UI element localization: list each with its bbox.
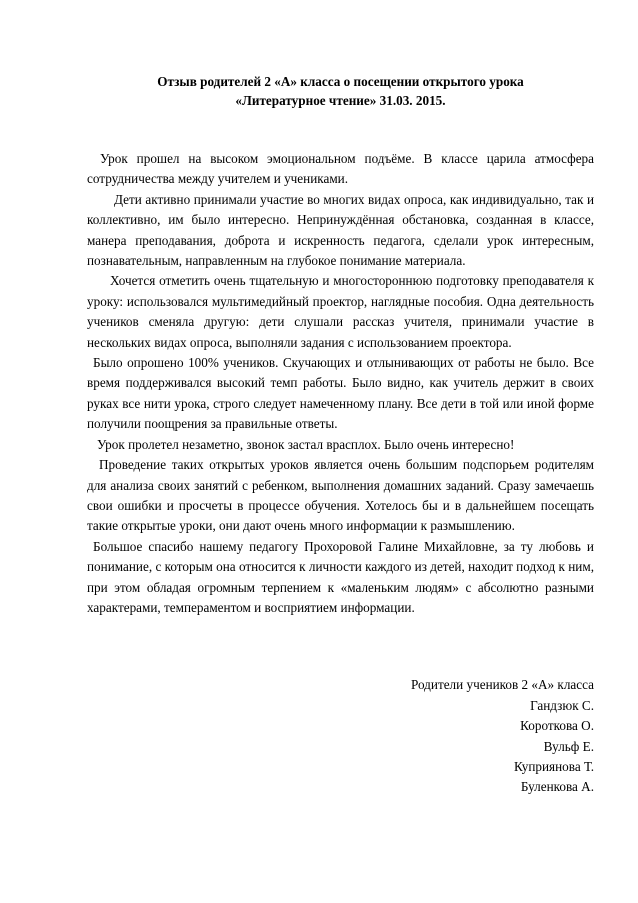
paragraph-7: Большое спасибо нашему педагогу Прохоровой Галине Михайловне, за ту любовь и понимание, с которым она относится к личности каждого из детей, находит подход к ним, при этом обладая огромным терпением к «маленьким людям» с абсолютно разными характерами, темпераментом и восприятием информации. [87,538,594,615]
title-line-1: Отзыв родителей 2 «А» класса о посещении открытого урока [157,74,524,89]
paragraph-5: Урок пролетел незаметно, звонок застал врасплох. Было очень интересно! [97,436,515,452]
paragraph-4: Было опрошено 100% учеников. Скучающих и отлынивающих от работы не было. Все время поддерживался высокий темп работы. Было видно, как учитель держит в своих руках все нити урока, строго следует намеченному плану. Все дети в той или иной форме получили поощрения за правильные ответы. [87,355,594,432]
title-line-2: «Литературное чтение» 31.03. 2015. [235,93,446,108]
paragraph-2: Дети активно принимали участие во многих видах опроса, как индивидуально, так и коллективно, им было интересно. Непринуждённая обстановка, созданная в классе, манера преподавания, доброта и искренность педагога, сделали урок интересным, познавательным, направленным на глубокое понимание материала. [87,191,594,269]
document-page [87,72,594,798]
signature-block [87,675,594,797]
signature-heading: Родители учеников 2 «А» класса [410,677,594,693]
signature-name-1: Гандзюк С. [530,697,594,713]
document-title [87,72,594,110]
paragraph-3: Хочется отметить очень тщательную и многостороннюю подготовку преподавателя к уроку: использовался мультимедийный проектор, наглядные пособия. Одна деятельность учеников сменяла другую: дети слушали рассказ учителя, принимали участие в нескольких видах опроса, выполняли задания с использованием проектора. [87,273,594,350]
document-body [87,149,594,618]
paragraph-6: Проведение таких открытых уроков является очень большим подспорьем родителям для анализа своих занятий с ребенком, выполнения домашних заданий. Сразу замечаешь свои ошибки и просчеты в процессе обучения. Хотелось бы и в дальнейшем посещать такие открытые уроки, они дают очень много информации к размышлению. [87,457,594,534]
signature-name-3: Вульф Е. [543,738,594,754]
signature-name-4: Куприянова Т. [513,758,594,774]
paragraph-1: Урок прошел на высоком эмоциональном подъёме. В классе царила атмосфера сотрудничества между учителем и учениками. [87,151,594,187]
signature-name-2: Короткова О. [520,718,594,734]
signature-name-5: Буленкова А. [520,779,594,795]
